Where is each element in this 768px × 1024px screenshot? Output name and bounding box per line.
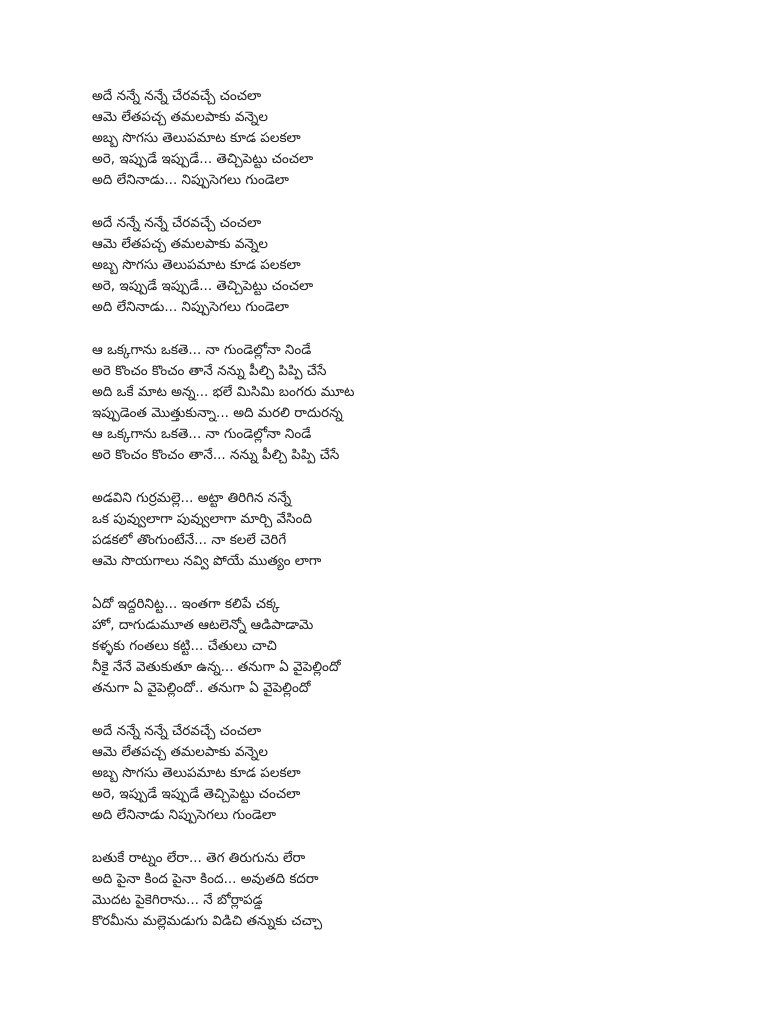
lyric-line: అరె, ఇప్పుడే ఇప్పుడే... తెచ్చిపెట్టు చంచలా [92, 278, 314, 294]
lyric-line: అరె, ఇప్పుడే ఇప్పుడే... తెచ్చిపెట్టు చంచలా [92, 151, 314, 167]
lyric-line: పడకలో తొంగుంటేనే... నా కలలే చెరిగే [92, 532, 287, 548]
lyric-line: అది ఒకే మాట అన్న... భలే మిసిమి బంగరు మూట [92, 384, 355, 400]
stanza [92, 213, 692, 318]
lyric-line: ఆమె లేతపచ్చ తమలపాకు వన్నెల [92, 109, 268, 125]
lyric-line: అదే నన్నే నన్నే చేరవచ్చే చంచలా [92, 88, 262, 104]
lyric-line: ఏదో ఇద్దరినిట్ట... ఇంతగా కలిపే చక్క [92, 596, 280, 612]
lyric-line: అడవిని గుర్రమల్లె... అట్టా తిరిగిన నన్నే [92, 490, 292, 506]
lyric-line: అది లేనినాడు నిప్పుసెగలు గుండెలా [92, 807, 277, 823]
lyric-line: అబ్బ సొగసు తెలుపమాట కూడ పలకలా [92, 257, 301, 273]
stanza [92, 86, 692, 191]
stanza [92, 340, 692, 466]
lyric-line: అది లేనినాడు... నిప్పుసెగలు గుండెలా [92, 299, 289, 315]
lyric-line: అదే నన్నే నన్నే చేరవచ్చే చంచలా [92, 723, 262, 739]
lyric-line: ఆ ఒక్కగాను ఒకతె... నా గుండెల్లోనా నిండే [92, 342, 312, 358]
lyric-line: ఆమె లేతపచ్చ తమలపాకు వన్నెల [92, 236, 268, 252]
lyric-line: అరె కొంచం కొంచం తానే... నన్ను పీల్చి పిప్పి చేసే [92, 447, 340, 463]
document-page [92, 86, 692, 954]
lyric-line: బతుకే రాట్నం లేరా... తెగ తిరుగును లేరా [92, 850, 306, 866]
lyric-line: కళ్ళకు గంతలు కట్టి... చేతులు చాచి [92, 638, 277, 654]
lyric-line: కొరమీను మల్లెమడుగు విడిచి తన్నుకు చచ్చా [92, 913, 323, 929]
lyric-line: అరె, ఇప్పుడే ఇప్పుడే తెచ్చిపెట్టు చంచలా [92, 786, 301, 802]
stanza [92, 721, 692, 826]
stanza [92, 594, 692, 699]
lyric-line: అబ్బ సొగసు తెలుపమాట కూడ పలకలా [92, 130, 301, 146]
lyric-line: అది లేనినాడు... నిప్పుసెగలు గుండెలా [92, 172, 289, 188]
lyric-line: అబ్బ సొగసు తెలుపమాట కూడ పలకలా [92, 765, 301, 781]
lyric-line: తనుగా ఏ వైపెల్లిందో.. తనుగా ఏ వైపెల్లిందో [92, 680, 311, 696]
lyric-line: నీకై నేనే వెతుకుతూ ఉన్న... తనుగా ఏ వైపెల్లిందో [92, 659, 341, 675]
lyric-line: అరె కొంచం కొంచం తానే నన్ను పీల్చి పిప్పి చేసే [92, 363, 327, 379]
lyric-line: అదే నన్నే నన్నే చేరవచ్చే చంచలా [92, 215, 262, 231]
lyric-line: ఆమె లేతపచ్చ తమలపాకు వన్నెల [92, 744, 268, 760]
lyric-line: ఆ ఒక్కగాను ఒకతె... నా గుండెల్లోనా నిండే [92, 426, 312, 442]
lyric-line: ఇప్పుడెంత మొత్తుకున్నా... అది మరలి రాదురన్న [92, 405, 343, 421]
lyric-line: ఆమె సొయగాలు నవ్వి పోయే ముత్యం లాగా [92, 553, 322, 569]
lyric-line: హో, దాగుడుమూత ఆటలెన్నో ఆడిపాడామె [92, 617, 314, 633]
stanza [92, 488, 692, 572]
lyric-line: అది పైనా కింద పైనా కింద... అవుతది కదరా [92, 871, 319, 887]
stanza [92, 848, 692, 932]
lyric-line: మొదట పైకెగిరాను... నే బోర్లాపడ్డ [92, 892, 263, 908]
lyric-line: ఒక పువ్వులాగా పువ్వులాగా మార్చి వేసింది [92, 511, 312, 527]
